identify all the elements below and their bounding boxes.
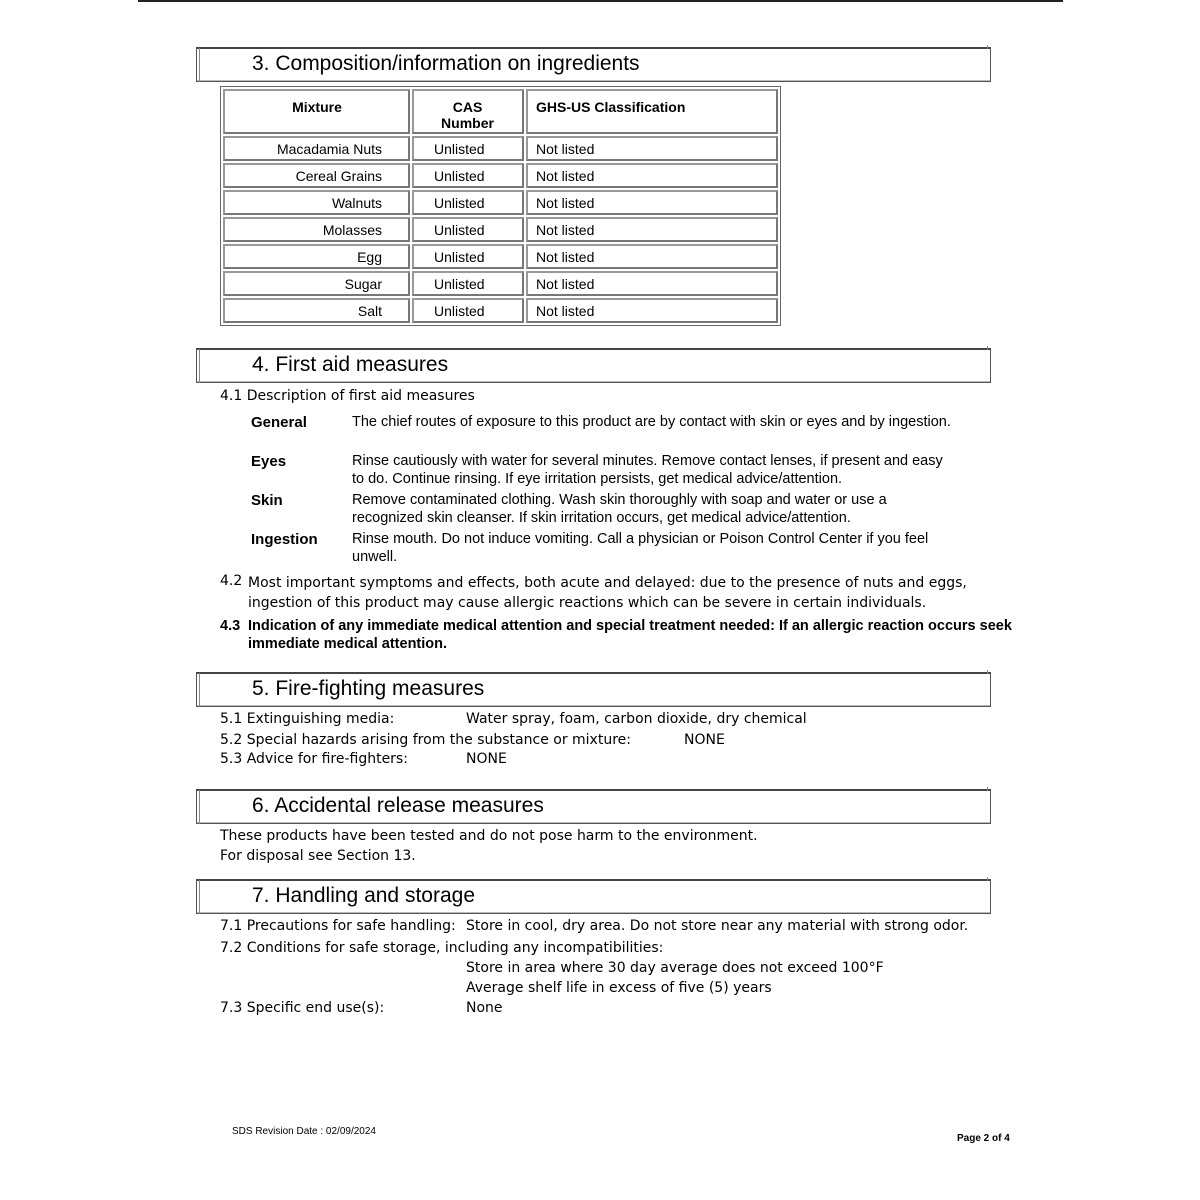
section-3-title: 3. Composition/information on ingredients (252, 52, 640, 75)
subsection-7-1-value: Store in cool, dry area. Do not store near any material with strong odor. (466, 918, 969, 934)
cell-cas: Unlisted (412, 217, 524, 242)
cell-ghs: Not listed (526, 244, 778, 269)
footer-revision-date: SDS Revision Date : 02/09/2024 (232, 1126, 376, 1137)
footer-page-number: Page 2 of 4 (957, 1133, 1010, 1144)
table-row (223, 298, 778, 323)
subsection-5-2-value: NONE (684, 732, 725, 748)
subsection-5-3-label: 5.3 Advice for fire-fighters: (220, 751, 408, 767)
subsection-7-2-value-1: Store in area where 30 day average does not exceed 100°F (466, 960, 884, 976)
cell-ghs: Not listed (526, 271, 778, 296)
cell-cas: Unlisted (412, 244, 524, 269)
first-aid-text-ingestion: Rinse mouth. Do not induce vomiting. Call a physician or Poison Control Center if you feel unwell. (352, 531, 929, 565)
table-row (223, 163, 778, 188)
first-aid-text-eyes: Rinse cautiously with water for several minutes. Remove contact lenses, if present and easy to do. Continue rinsing. If eye irritation persists, get medical advice/attention. (352, 453, 943, 487)
cell-mixture: Macadamia Nuts (223, 136, 410, 161)
subsection-7-2-value-2: Average shelf life in excess of five (5) years (466, 980, 772, 996)
first-aid-label-skin: Skin (251, 492, 283, 509)
subsection-5-3-value: NONE (466, 751, 507, 767)
top-rule (138, 0, 1063, 2)
subsection-4-2-number: 4.2 (220, 573, 243, 589)
first-aid-text-general: The chief routes of exposure to this product are by contact with skin or eyes and by ingestion. (352, 414, 951, 430)
cell-mixture: Egg (223, 244, 410, 269)
cell-ghs: Not listed (526, 163, 778, 188)
section-6-line-2: For disposal see Section 13. (220, 848, 416, 864)
header-cas-number: CAS Number (412, 89, 524, 134)
cell-mixture: Salt (223, 298, 410, 323)
subsection-7-3-label: 7.3 Specific end use(s): (220, 1000, 385, 1016)
cell-cas: Unlisted (412, 298, 524, 323)
subsection-7-2-label: 7.2 Conditions for safe storage, including any incompatibilities: (220, 940, 664, 956)
header-mixture: Mixture (223, 89, 410, 134)
section-3-header (196, 47, 991, 82)
first-aid-label-ingestion: Ingestion (251, 531, 318, 548)
cell-ghs: Not listed (526, 298, 778, 323)
subsection-5-1-label: 5.1 Extinguishing media: (220, 711, 395, 727)
first-aid-text-skin: Remove contaminated clothing. Wash skin thoroughly with soap and water or use a recognized skin cleanser. If skin irritation occurs, get medical advice/attention. (352, 492, 887, 526)
cell-mixture: Walnuts (223, 190, 410, 215)
cell-cas: Unlisted (412, 271, 524, 296)
subsection-7-1-label: 7.1 Precautions for safe handling: (220, 918, 456, 934)
section-6-header (196, 789, 991, 824)
cell-ghs: Not listed (526, 190, 778, 215)
subsection-4-2-text: Most important symptoms and effects, both acute and delayed: due to the presence of nuts and eggs, ingestion of this product may cause allergic reactions which can be severe in certain individuals. (248, 575, 967, 611)
cell-ghs: Not listed (526, 217, 778, 242)
section-4-header (196, 348, 991, 383)
cell-cas: Unlisted (412, 190, 524, 215)
first-aid-label-eyes: Eyes (251, 453, 287, 470)
table-row (223, 190, 778, 215)
subsection-5-2-label: 5.2 Special hazards arising from the substance or mixture: (220, 732, 631, 748)
section-5-title: 5. Fire-fighting measures (252, 677, 485, 700)
section-6-line-1: These products have been tested and do not pose harm to the environment. (220, 828, 758, 844)
cell-mixture: Molasses (223, 217, 410, 242)
first-aid-label-general: General (251, 414, 307, 431)
table-row (223, 244, 778, 269)
cell-mixture: Sugar (223, 271, 410, 296)
section-4-title: 4. First aid measures (252, 353, 449, 376)
section-7-title: 7. Handling and storage (252, 884, 475, 907)
header-ghs-classification: GHS-US Classification (526, 89, 778, 134)
table-row (223, 136, 778, 161)
subsection-4-3-number: 4.3 (220, 618, 241, 634)
composition-table (220, 86, 781, 326)
section-5-header (196, 672, 991, 707)
subsection-4-3-text: Indication of any immediate medical attention and special treatment needed: If an allergic reaction occurs seek immediate medical attention. (248, 618, 1012, 652)
table-row (223, 217, 778, 242)
subsection-4-1-heading: 4.1 Description of first aid measures (220, 388, 475, 404)
section-7-header (196, 879, 991, 914)
table-header-row (223, 89, 778, 134)
subsection-7-3-value: None (466, 1000, 503, 1016)
cell-ghs: Not listed (526, 136, 778, 161)
section-6-title: 6. Accidental release measures (252, 794, 544, 817)
cell-mixture: Cereal Grains (223, 163, 410, 188)
cell-cas: Unlisted (412, 163, 524, 188)
cell-cas: Unlisted (412, 136, 524, 161)
table-row (223, 271, 778, 296)
subsection-5-1-value: Water spray, foam, carbon dioxide, dry chemical (466, 711, 807, 727)
